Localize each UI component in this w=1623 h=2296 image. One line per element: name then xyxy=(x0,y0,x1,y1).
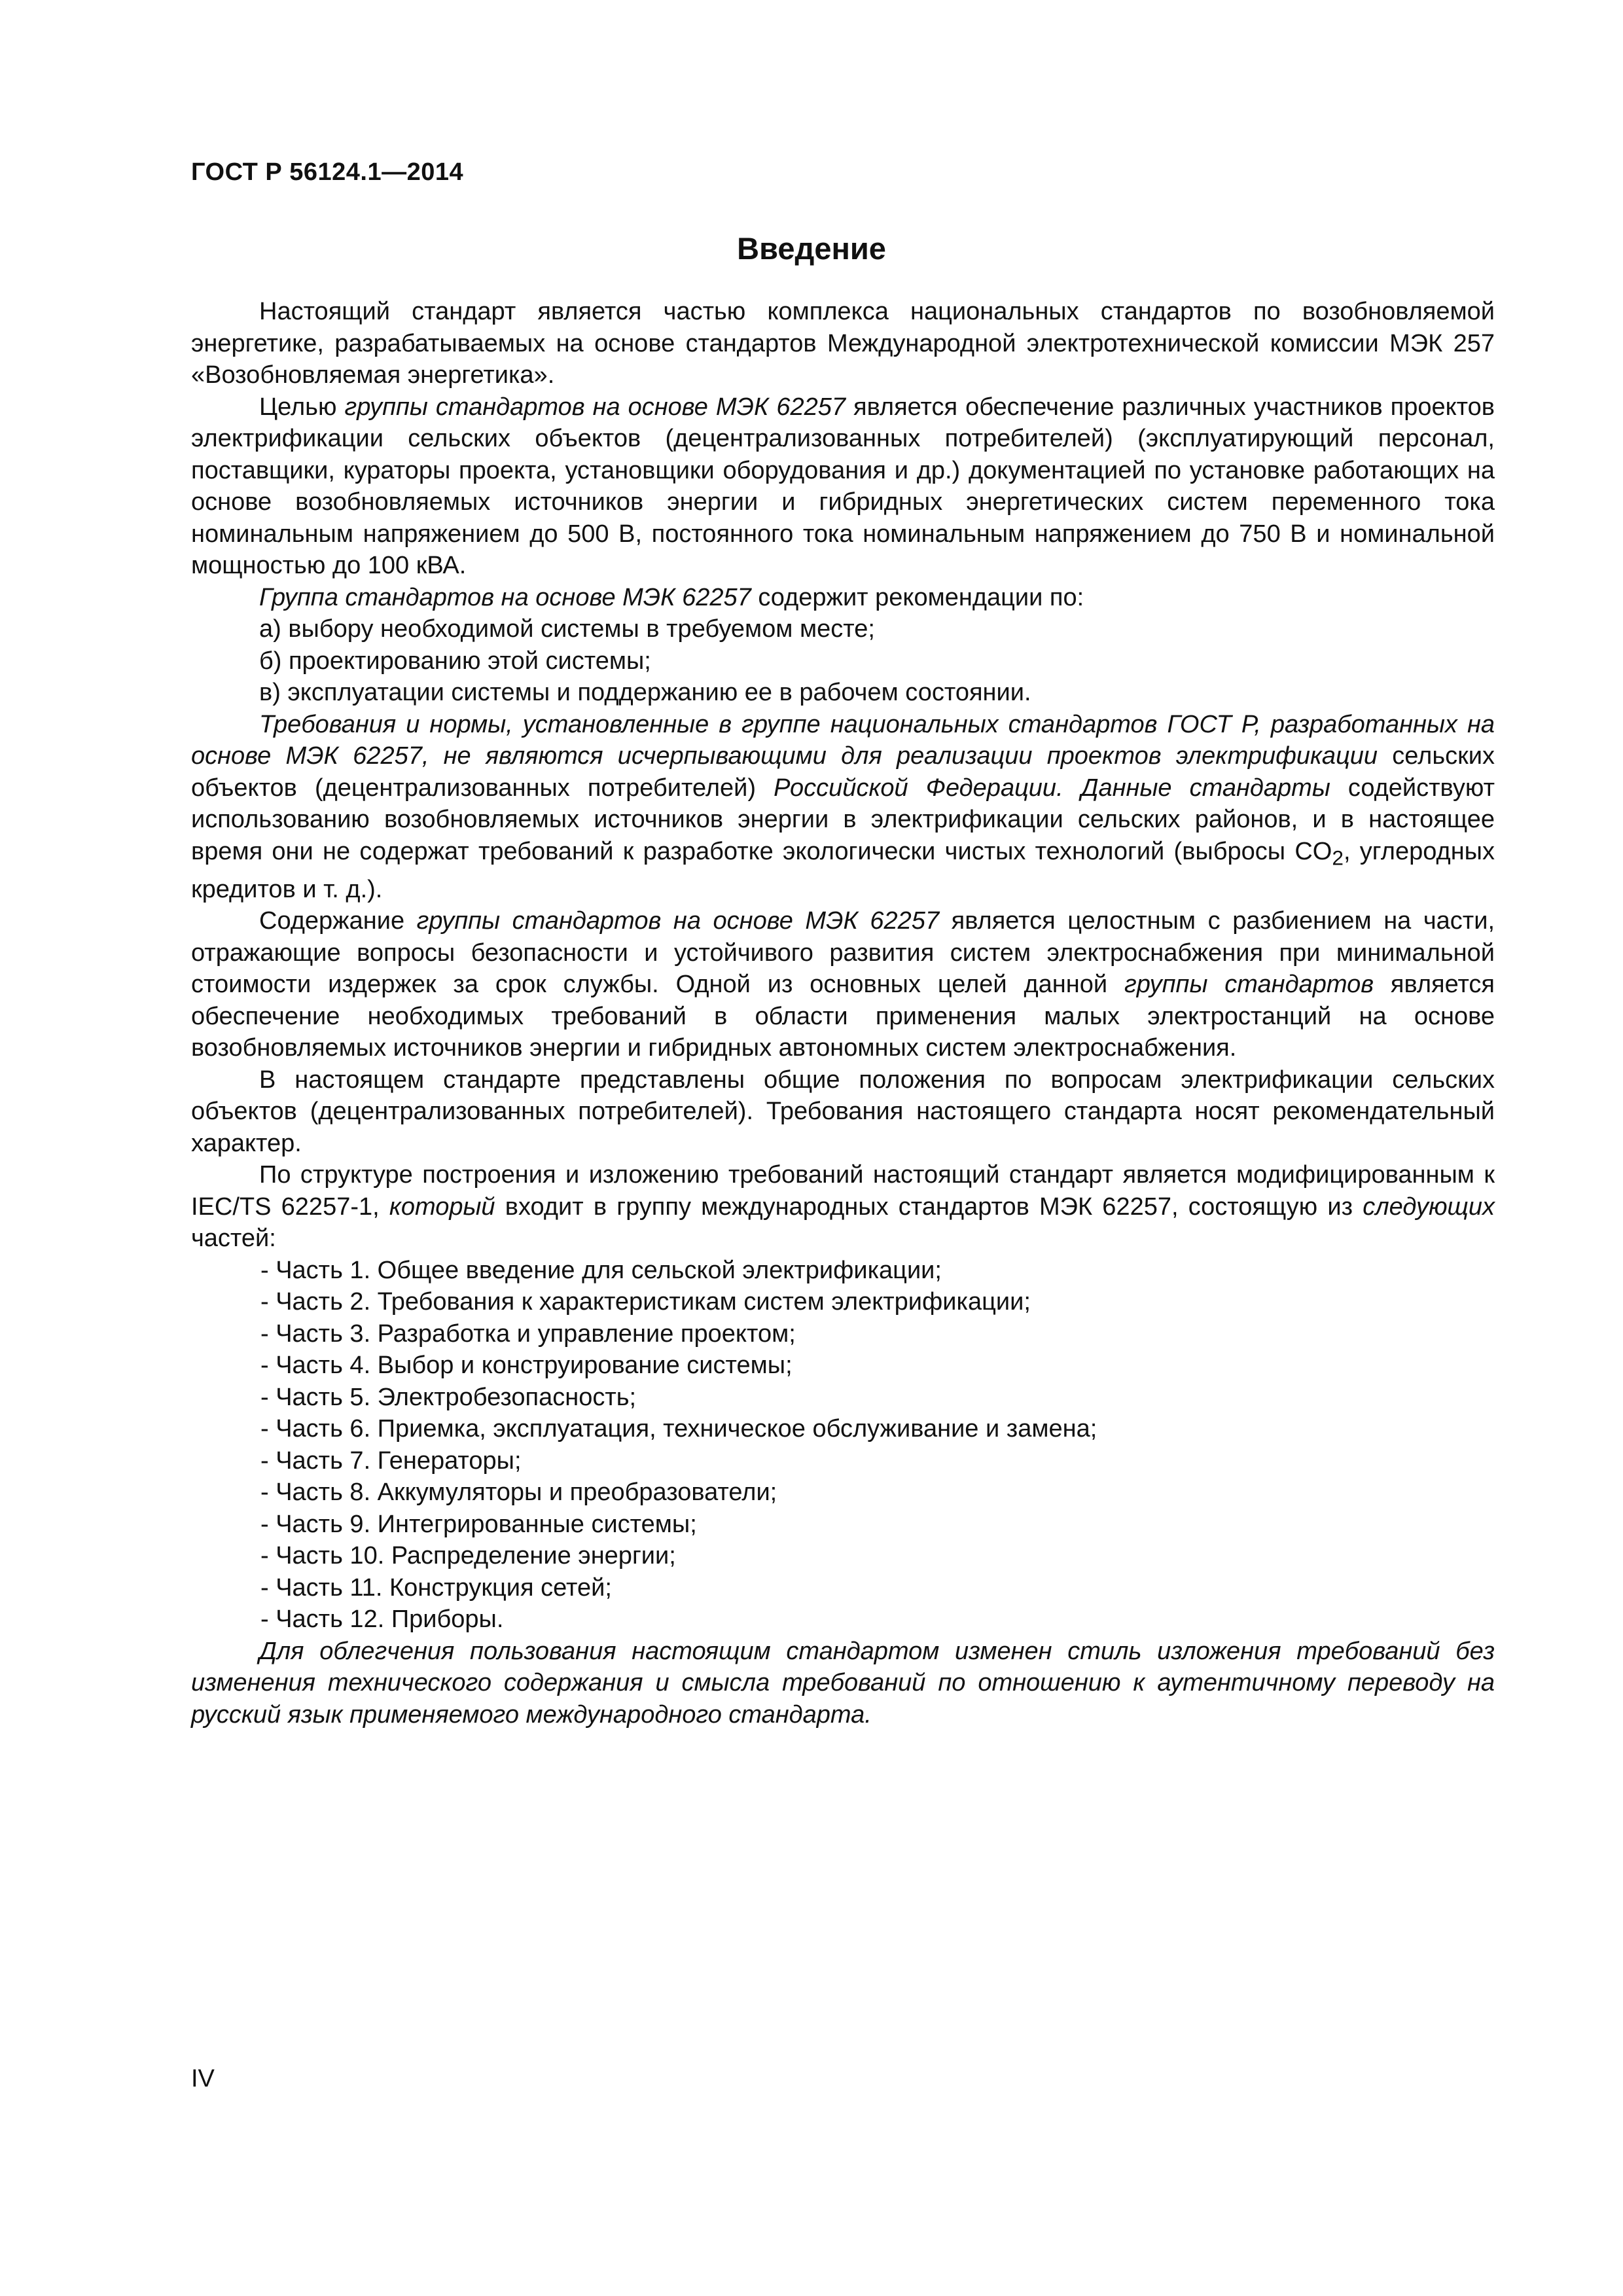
paragraph-goal: Целью группы стандартов на основе МЭК 62257 является обеспечение различных участников проектов электрификации сельских объектов (децентрализованных потребителей) (эксплуатирующий персонал, поставщики, кураторы проекта, установщики оборудования и др.) документацией по установке работающих на основе возобновляемых источников энергии и гибридных энергетических систем переменного тока номинальным напряжением до 500 В, постоянного тока номинальным напряжением до 750 В и номинальной мощностью до 100 кВА. xyxy=(191,393,1495,579)
paragraph-intro: Настоящий стандарт является частью комплекса национальных стандартов по возобновляемой энергетике, разрабатываемых на основе стандартов Международной электротехнической комиссии МЭК 257 «Возобновляемая энергетика». xyxy=(191,298,1495,389)
parts-list-item: - Часть 6. Приемка, эксплуатация, техническое обслуживание и замена; xyxy=(260,1415,1097,1443)
paragraph-structure: По структуре построения и изложению требований настоящий стандарт является модифицированным к IEC/TS 62257-1, который входит в группу международных стандартов МЭК 62257, состоящую из следующих частей: xyxy=(191,1161,1495,1253)
parts-list-item: - Часть 5. Электробезопасность; xyxy=(260,1383,637,1411)
paragraph-recommendations: Группа стандартов на основе МЭК 62257 содержит рекомендации по: xyxy=(259,583,1084,611)
document-body xyxy=(191,296,1495,1731)
list-item: а) выбору необходимой системы в требуемом месте; xyxy=(259,615,875,643)
section-title: Введение xyxy=(737,231,886,266)
parts-list-item: - Часть 7. Генераторы; xyxy=(260,1446,522,1475)
parts-list-item: - Часть 3. Разработка и управление проектом; xyxy=(260,1319,796,1348)
parts-list-item: - Часть 9. Интегрированные системы; xyxy=(260,1510,697,1538)
parts-list-item: - Часть 11. Конструкция сетей; xyxy=(260,1573,612,1602)
parts-list-item: - Часть 8. Аккумуляторы и преобразователи; xyxy=(260,1479,777,1507)
page-number: IV xyxy=(191,2065,215,2092)
paragraph-content: Содержание группы стандартов на основе МЭК 62257 является целостным с разбиением на части, отражающие вопросы безопасности и устойчивого развития систем электроснабжения при минимальной стоимости издержек за срок службы. Одной из основных целей данной группы стандартов является обеспечение необходимых требований в области применения малых электростанций на основе возобновляемых источников энергии и гибридных автономных систем электроснабжения. xyxy=(191,907,1495,1062)
parts-list-item: - Часть 1. Общее введение для сельской электрификации; xyxy=(260,1256,942,1284)
parts-list-item: - Часть 4. Выбор и конструирование системы; xyxy=(260,1352,793,1380)
paragraph-requirements: Требования и нормы, установленные в группе национальных стандартов ГОСТ Р, разработанных на основе МЭК 62257, не являются исчерпывающими для реализации проектов электрификации сельских объектов (децентрализованных потребителей) Российской Федерации. Данные стандарты содействуют использованию возобновляемых источников энергии в электрификации сельских районов, и в настоящее время они не содержат требований к разработке экологически чистых технологий (выбросы $CO_2$, углеродных кредитов и т. д.). xyxy=(191,710,1495,903)
paragraph-general: В настоящем стандарте представлены общие положения по вопросам электрификации сельских объектов (децентрализованных потребителей). Требования настоящего стандарта носят рекомендательный характер. xyxy=(191,1066,1495,1157)
parts-list-item: - Часть 2. Требования к характеристикам систем электрификации; xyxy=(260,1288,1031,1316)
paragraph-style-note: Для облегчения пользования настоящим стандартом изменен стиль изложения требований без изменения технического содержания и смысла требований по отношению к аутентичному переводу на русский язык применяемого международного стандарта. xyxy=(191,1637,1495,1729)
parts-list-item: - Часть 10. Распределение энергии; xyxy=(260,1542,676,1570)
list-item: в) эксплуатации системы и поддержанию ее в рабочем состоянии. xyxy=(259,679,1031,706)
parts-list-item: - Часть 12. Приборы. xyxy=(260,1605,504,1634)
list-item: б) проектированию этой системы; xyxy=(259,647,651,675)
document-header: ГОСТ Р 56124.1—2014 xyxy=(191,158,464,186)
